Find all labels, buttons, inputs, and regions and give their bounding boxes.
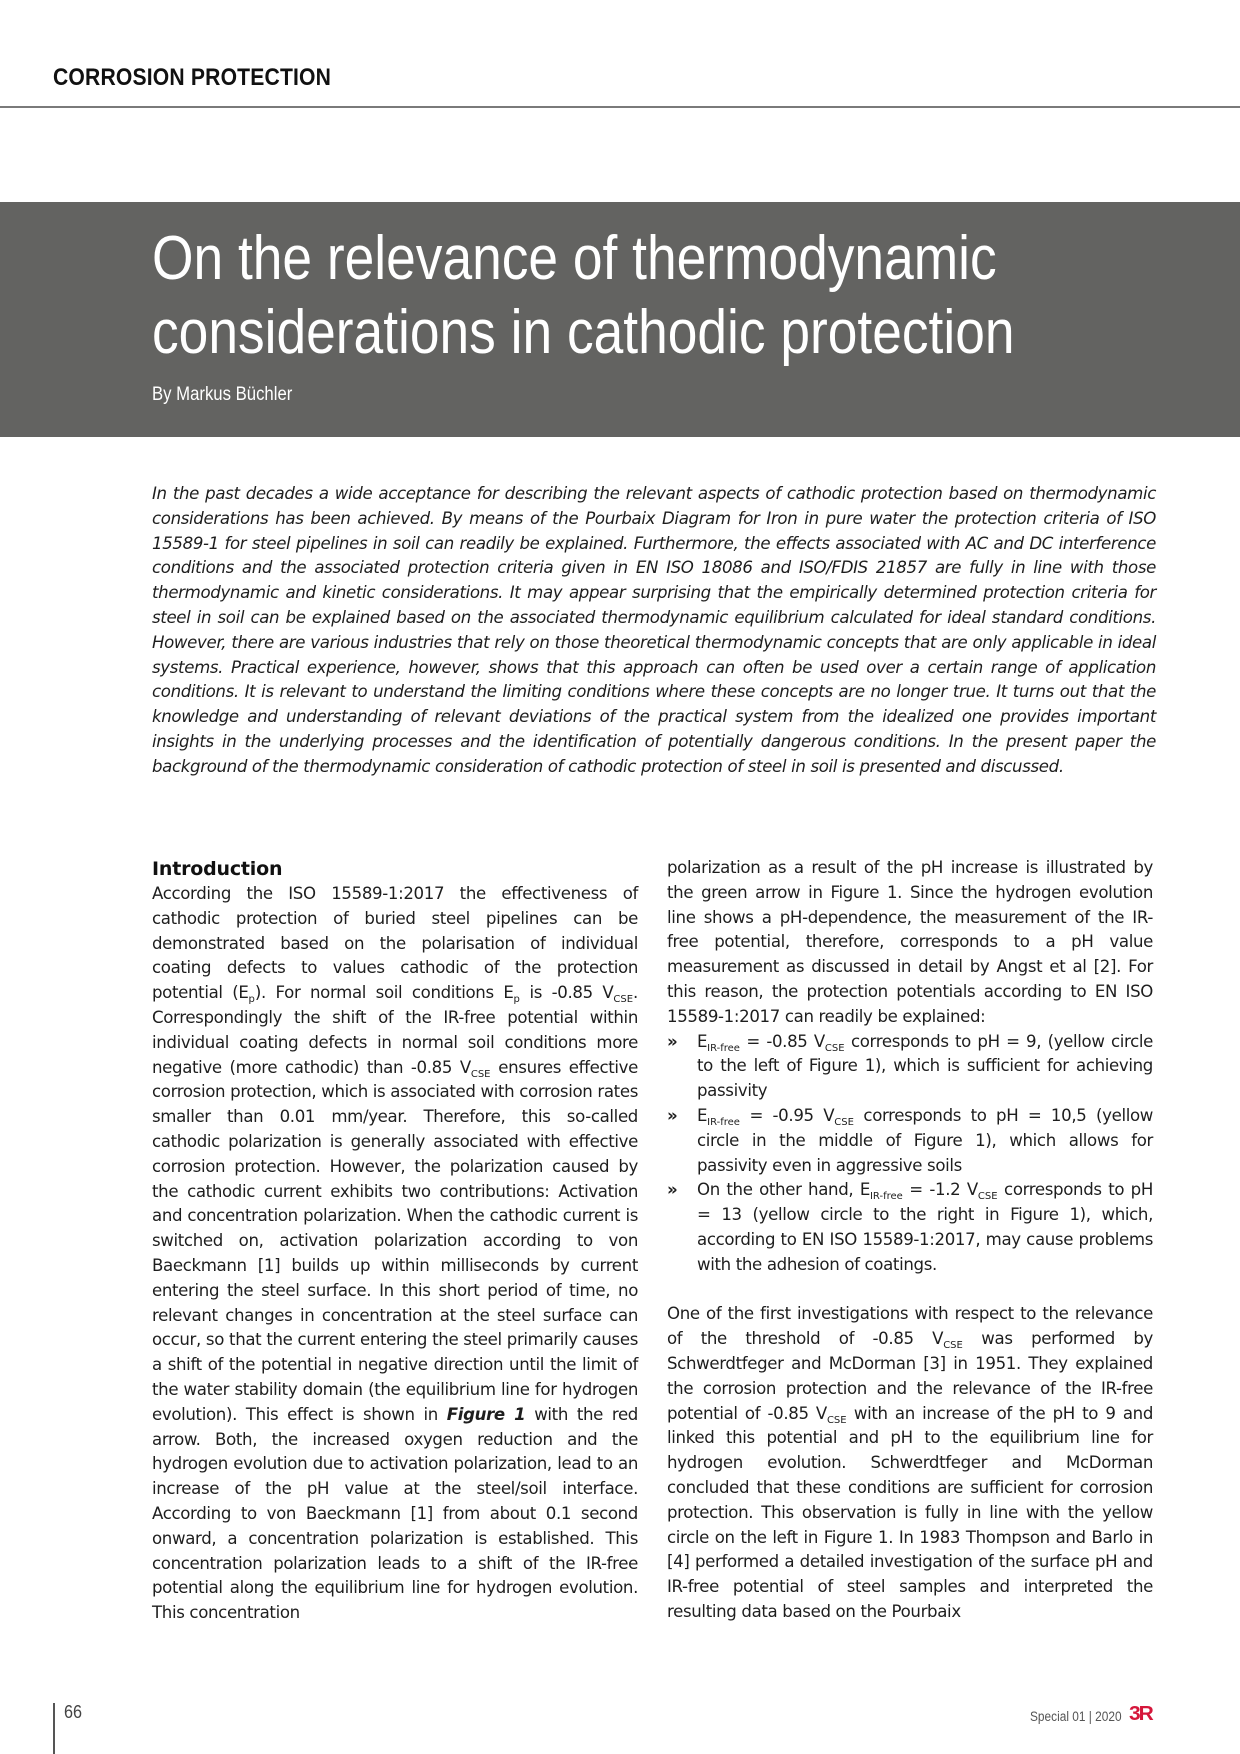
publisher-logo-icon: 3R xyxy=(1129,1703,1152,1725)
article-title xyxy=(152,222,1015,370)
right-column xyxy=(667,856,1153,1625)
left-column xyxy=(152,856,638,1626)
right-paragraph-2: One of the first investigations with respect to the relevance of the threshold of -0.85 $V_{CSE}$ was performed by Schwerdtfeger and McDorman [3] in 1951. They explained the corrosion protection and the relevance of the IR-free potential of -0.85 $V_{CSE}$ with an increase of the pH to 9 and linked this potential and pH to the equilibrium line for hydrogen evolution. Schwerdtfeger and McDorman concluded that these conditions are sufficient for corrosion protection. This observation is fully in line with the yellow circle on the left in Figure 1. In 1983 Thompson and Barlo in [4] performed a detailed investigation of the surface pH and IR-free potential of steel samples and interpreted the resulting data based on the Pourbaix xyxy=(667,1304,1154,1621)
figure-reference: Figure 1 xyxy=(446,1404,526,1424)
footer-divider xyxy=(53,1703,55,1754)
protection-potential-list xyxy=(667,1030,1153,1278)
issue-label: Special 01 | 2020 xyxy=(1030,1709,1122,1724)
paragraph-gap xyxy=(667,1278,1153,1303)
title-line-1: On the relevance of thermodynamic xyxy=(152,224,997,293)
byline: By Markus Büchler xyxy=(152,384,293,405)
abstract: In the past decades a wide acceptance for describing the relevant aspects of cathodic protection based on thermodynamic considerations has been achieved. By means of the Pourbaix Diagram for Iron in pure water the protection criteria of ISO 15589-1 for steel pipelines in soil can readily be explained. Furthermore, the effects associated with AC and DC interference conditions and the associated protection criteria given in EN ISO 18086 and ISO/FDIS 21857 are fully in line with those thermodynamic and kinetic considerations. It may appear surprising that the empirically determined protection criteria for steel in soil can be explained based on the associated thermodynamic equilibrium calculated for ideal standard conditions. However, there are various industries that rely on those theoretical thermodynamic concepts that are only applicable in ideal systems. Practical experience, however, shows that this approach can often be used over a certain range of application conditions. It is relevant to understand the limiting conditions where these concepts are no longer true. It turns out that the knowledge and understanding of relevant deviations of the practical system from the idealized one provides important insights in the underlying processes and the identification of potentially dangerous conditions. In the present paper the background of the thermodynamic consideration of cathodic protection of steel in soil is presented and discussed. xyxy=(152,484,1156,776)
section-label: CORROSION PROTECTION xyxy=(53,64,332,91)
bullet-icon: » xyxy=(667,1105,678,1125)
introduction-paragraph: According the ISO 15589-1:2017 the effectiveness of cathodic protection of buried steel pipelines can be demonstrated based on the polarisation of individual coating defects to values cathodic of the protection potential $(E_p)$. For normal soil conditions $E_p$ is -0.85 $V_{CSE}$. Correspondingly the shift of the IR-free potential within individual coating defects in normal soil conditions more negative (more cathodic) than -0.85 $V_{CSE}$ ensures effective corrosion protection, which is associated with corrosion rates smaller than 0.01 mm/year. Therefore, this so-called cathodic polarization is generally associated with effective corrosion protection. However, the polarization caused by the cathodic current exhibits two contributions: Activation and concentration polarization. When the cathodic current is switched on, activation polarization according to von Baeckmann [1] builds up within milliseconds by current entering the steel surface. In this short period of time, no relevant changes in concentration at the steel surface can occur, so that the current entering the steel primarily causes a shift of the potential in negative direction until the limit of the water stability domain (the equilibrium line for hydrogen evolution). This effect is shown in Figure 1 with the red arrow. Both, the increased oxygen reduction and the hydrogen evolution due to activation polarization, lead to an increase of the pH value at the steel/soil interface. According to von Baeckmann [1] from about 0.1 second onward, a concentration polarization is established. This concentration polarization leads to a shift of the IR-free potential along the equilibrium line for hydrogen evolution. This concentration xyxy=(152,884,638,1623)
list-item: » On the other hand, $E_{IR-free} = -1.2$ $V_{CSE}$ corresponds to pH = 13 (yellow circle to the right in Figure 1), which, according to EN ISO 15589-1:2017, may cause problems with the adhesion of coatings. xyxy=(667,1180,1153,1274)
list-item: » $E_{IR-free} = -0.85$ $V_{CSE}$ corresponds to pH = 9, (yellow circle to the left of Figure 1), which is sufficient for achieving passivity xyxy=(667,1031,1154,1101)
right-paragraph-1: polarization as a result of the pH increase is illustrated by the green arrow in Figure 1. Since the hydrogen evolution line shows a pH-dependence, the measurement of the IR-free potential, therefore, corresponds to a pH value measurement as discussed in detail by Angst et al [2]. For this reason, the protection potentials according to EN ISO 15589-1:2017 can readily be explained: xyxy=(667,858,1153,1026)
list-item: » $E_{IR-free} = -0.95$ $V_{CSE}$ corresponds to pH = 10,5 (yellow circle in the middle of Figure 1), which allows for passivity even in aggressive soils xyxy=(667,1105,1153,1175)
bullet-icon: » xyxy=(667,1180,678,1200)
section-heading-introduction: Introduction xyxy=(152,858,283,880)
header-divider xyxy=(0,106,1240,108)
page-number: 66 xyxy=(64,1702,83,1722)
title-line-2: considerations in cathodic protection xyxy=(152,298,1015,367)
bullet-icon: » xyxy=(667,1031,678,1051)
